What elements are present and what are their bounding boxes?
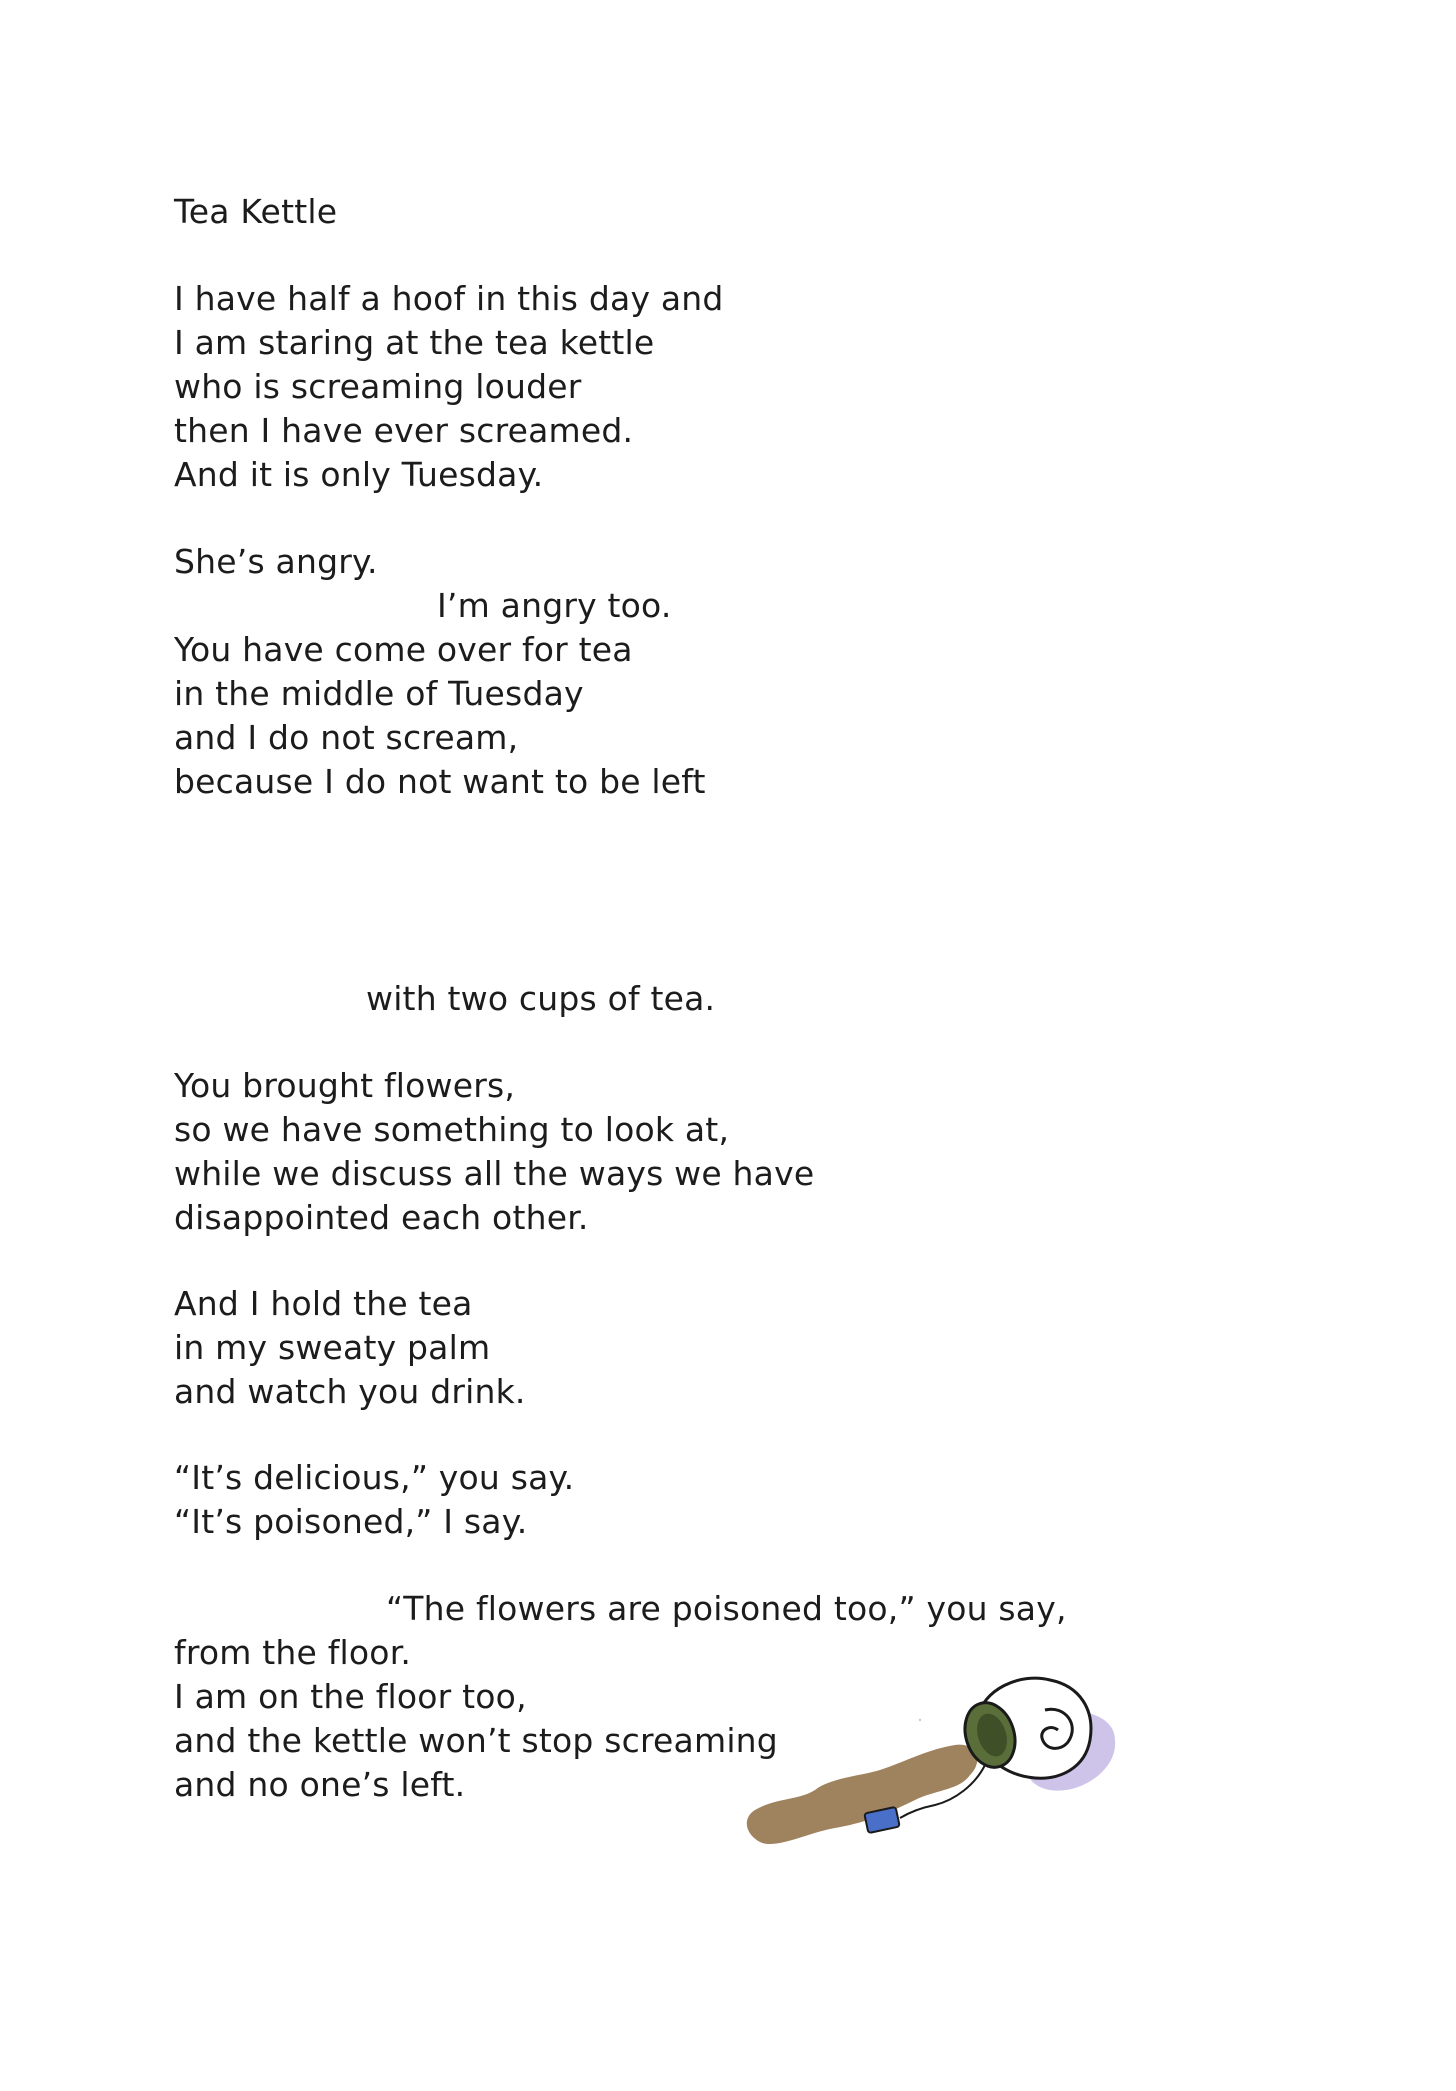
poem-line: disappointed each other. [174,1198,589,1237]
poem-line: in the middle of Tuesday [174,674,584,713]
poem-line: then I have ever screamed. [174,411,634,450]
spilled-teacup-icon [720,1650,1140,1880]
poem-line: “The flowers are poisoned too,” you say, [386,1589,1067,1628]
poem-line: and the kettle won’t stop screaming [174,1721,778,1760]
poem-line: She’s angry. [174,542,378,581]
poem-line: because I do not want to be left [174,762,706,801]
poem-line: who is screaming louder [174,367,582,406]
poem-line: I have half a hoof in this day and [174,279,724,318]
poem-line: And it is only Tuesday. [174,455,544,494]
poem-line: “It’s delicious,” you say. [174,1458,575,1497]
poem-line: “It’s poisoned,” I say. [174,1502,528,1541]
poem-line: You have come over for tea [174,630,633,669]
poem-line: And I hold the tea [174,1284,473,1323]
poem-line: so we have something to look at, [174,1110,730,1149]
poem-line: while we discuss all the ways we have [174,1154,815,1193]
poem-line: with two cups of tea. [366,979,716,1018]
poem-title: Tea Kettle [174,192,338,231]
poem-line: and watch you drink. [174,1372,526,1411]
poem-line: You brought flowers, [174,1066,516,1105]
poem-line: I am on the floor too, [174,1677,527,1716]
poem-line: and no one’s left. [174,1765,466,1804]
poem-line: I am staring at the tea kettle [174,323,655,362]
poem-line: from the floor. [174,1633,412,1672]
poem-line: I’m angry too. [437,586,672,625]
tea-puddle [747,1745,977,1844]
poem-line: in my sweaty palm [174,1328,491,1367]
poem-line: and I do not scream, [174,718,519,757]
